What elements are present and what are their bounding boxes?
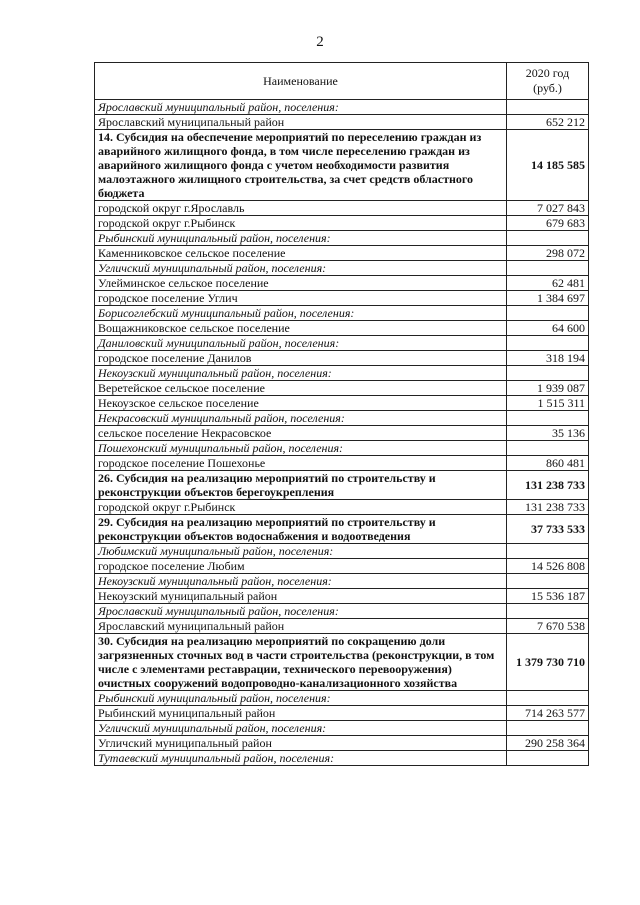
row-name-cell: Некоузский муниципальный район (95, 589, 507, 604)
table-row (95, 736, 589, 751)
row-name-cell: Угличский муниципальный район, поселения: (95, 261, 507, 276)
table-row (95, 276, 589, 291)
table-row (95, 351, 589, 366)
row-value-cell: 652 212 (507, 115, 589, 130)
row-value-cell: 679 683 (507, 216, 589, 231)
row-name-cell: 26. Субсидия на реализацию мероприятий по строительству и реконструкции объектов берегоукрепления (95, 471, 507, 500)
row-value-cell: 131 238 733 (507, 500, 589, 515)
table-row (95, 291, 589, 306)
section-row (95, 471, 589, 500)
row-name-cell: Угличский муниципальный район (95, 736, 507, 751)
row-value-cell (507, 751, 589, 766)
row-name-cell: городской округ г.Рыбинск (95, 500, 507, 515)
row-name-cell: Рыбинский муниципальный район, поселения: (95, 231, 507, 246)
table-row (95, 201, 589, 216)
row-name-cell: 14. Субсидия на обеспечение мероприятий по переселению граждан из аварийного жилищного фонда, в том числе переселению граждан из аварийного жилищного фонда с учетом необходимости развития малоэтажного жилищного строительства, за счет средств областного бюджета (95, 130, 507, 201)
row-name-cell: Пошехонский муниципальный район, поселения: (95, 441, 507, 456)
table-row (95, 216, 589, 231)
group-header-row (95, 544, 589, 559)
row-name-cell: Рыбинский муниципальный район, поселения: (95, 691, 507, 706)
row-value-cell: 14 526 808 (507, 559, 589, 574)
row-value-cell: 318 194 (507, 351, 589, 366)
row-value-cell (507, 574, 589, 589)
table-body (95, 100, 589, 766)
row-value-cell: 7 670 538 (507, 619, 589, 634)
row-name-cell: городское поселение Любим (95, 559, 507, 574)
row-value-cell: 714 263 577 (507, 706, 589, 721)
group-header-row (95, 100, 589, 115)
row-name-cell: Некоузское сельское поселение (95, 396, 507, 411)
row-value-cell: 64 600 (507, 321, 589, 336)
row-value-cell (507, 100, 589, 115)
row-name-cell: городской округ г.Ярославль (95, 201, 507, 216)
row-value-cell: 1 384 697 (507, 291, 589, 306)
row-name-cell: Борисоглебский муниципальный район, поселения: (95, 306, 507, 321)
table-row (95, 619, 589, 634)
header-name-column: Наименование (95, 63, 507, 100)
group-header-row (95, 751, 589, 766)
table-row (95, 589, 589, 604)
row-value-cell (507, 691, 589, 706)
row-value-cell (507, 544, 589, 559)
table-row (95, 456, 589, 471)
row-value-cell: 62 481 (507, 276, 589, 291)
row-name-cell: 29. Субсидия на реализацию мероприятий по строительству и реконструкции объектов водоснабжения и водоотведения (95, 515, 507, 544)
row-value-cell: 7 027 843 (507, 201, 589, 216)
row-value-cell (507, 604, 589, 619)
row-value-cell: 298 072 (507, 246, 589, 261)
row-name-cell: Некоузский муниципальный район, поселения: (95, 574, 507, 589)
table-row (95, 381, 589, 396)
row-name-cell: Угличский муниципальный район, поселения: (95, 721, 507, 736)
row-name-cell: 30. Субсидия на реализацию мероприятий по сокращению доли загрязненных сточных вод в части строительства (реконструкции, в том числе с элементами реставрации, технического перевооружения) очистных сооружений водопроводно-канализационного хозяйства (95, 634, 507, 691)
group-header-row (95, 336, 589, 351)
row-value-cell (507, 441, 589, 456)
table-header (95, 63, 589, 100)
table-row (95, 246, 589, 261)
row-name-cell: Тутаевский муниципальный район, поселения: (95, 751, 507, 766)
table-row (95, 706, 589, 721)
group-header-row (95, 366, 589, 381)
header-value-column: 2020 год (руб.) (507, 63, 589, 100)
group-header-row (95, 411, 589, 426)
row-name-cell: Ярославский муниципальный район, поселения: (95, 604, 507, 619)
row-value-cell (507, 261, 589, 276)
row-value-cell (507, 411, 589, 426)
row-name-cell: городское поселение Пошехонье (95, 456, 507, 471)
row-name-cell: сельское поселение Некрасовское (95, 426, 507, 441)
row-value-cell: 860 481 (507, 456, 589, 471)
row-value-cell: 37 733 533 (507, 515, 589, 544)
row-value-cell: 1 939 087 (507, 381, 589, 396)
group-header-row (95, 574, 589, 589)
row-value-cell: 15 536 187 (507, 589, 589, 604)
section-row (95, 515, 589, 544)
row-name-cell: Каменниковское сельское поселение (95, 246, 507, 261)
row-name-cell: городское поселение Данилов (95, 351, 507, 366)
row-value-cell: 35 136 (507, 426, 589, 441)
row-name-cell: Ярославский муниципальный район (95, 115, 507, 130)
section-row (95, 634, 589, 691)
row-value-cell: 290 258 364 (507, 736, 589, 751)
row-value-cell (507, 721, 589, 736)
group-header-row (95, 306, 589, 321)
row-name-cell: Улейминское сельское поселение (95, 276, 507, 291)
row-value-cell (507, 231, 589, 246)
row-value-cell (507, 306, 589, 321)
page-number: 2 (316, 34, 324, 50)
section-row (95, 130, 589, 201)
row-name-cell: Любимский муниципальный район, поселения: (95, 544, 507, 559)
subsidy-table (94, 62, 589, 766)
row-name-cell: Некрасовский муниципальный район, поселения: (95, 411, 507, 426)
row-name-cell: Некоузский муниципальный район, поселения: (95, 366, 507, 381)
table-row (95, 500, 589, 515)
row-name-cell: Ярославский муниципальный район (95, 619, 507, 634)
row-value-cell: 14 185 585 (507, 130, 589, 201)
row-name-cell: Ярославский муниципальный район, поселения: (95, 100, 507, 115)
row-value-cell: 1 379 730 710 (507, 634, 589, 691)
group-header-row (95, 691, 589, 706)
row-value-cell: 1 515 311 (507, 396, 589, 411)
row-name-cell: городское поселение Углич (95, 291, 507, 306)
table-row (95, 321, 589, 336)
row-name-cell: Вощажниковское сельское поселение (95, 321, 507, 336)
row-name-cell: Рыбинский муниципальный район (95, 706, 507, 721)
group-header-row (95, 721, 589, 736)
row-value-cell (507, 336, 589, 351)
group-header-row (95, 261, 589, 276)
row-name-cell: Даниловский муниципальный район, поселения: (95, 336, 507, 351)
row-name-cell: городской округ г.Рыбинск (95, 216, 507, 231)
row-value-cell: 131 238 733 (507, 471, 589, 500)
group-header-row (95, 441, 589, 456)
group-header-row (95, 231, 589, 246)
row-value-cell (507, 366, 589, 381)
table-row (95, 426, 589, 441)
table-row (95, 559, 589, 574)
table-row (95, 396, 589, 411)
row-name-cell: Веретейское сельское поселение (95, 381, 507, 396)
group-header-row (95, 604, 589, 619)
table-row (95, 115, 589, 130)
